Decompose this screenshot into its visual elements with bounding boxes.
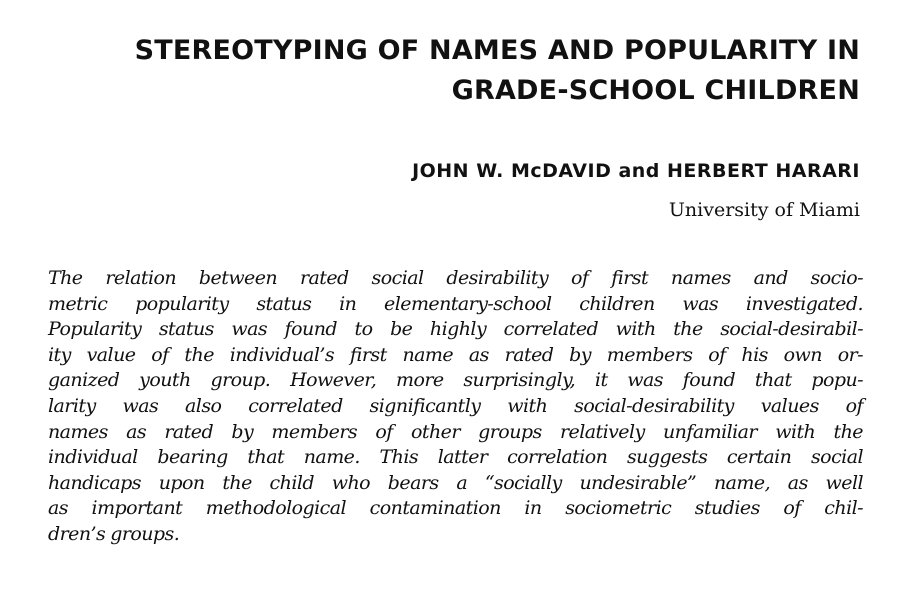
abstract-line: handicaps upon the child who bears a “socially undesirable” name, as well <box>48 471 863 494</box>
abstract-line: The relation between rated social desirability of first names and socio- <box>48 267 863 289</box>
abstract-line: as important methodological contamination in sociometric studies of chil- <box>48 497 863 520</box>
abstract-line: individual bearing that name. This latter correlation suggests certain social <box>48 446 863 469</box>
abstract-line: Popularity status was found to be highly correlated with the social-desirabil- <box>48 318 863 341</box>
title-line: STEREOTYPING OF NAMES AND POPULARITY IN <box>134 35 860 66</box>
abstract-line: ganized youth group. However, more surprisingly, it was found that popu- <box>48 369 863 392</box>
authors: JOHN W. McDAVID and HERBERT HARARI <box>412 160 860 182</box>
abstract-line: names as rated by members of other groups relatively unfamiliar with the <box>48 420 863 443</box>
abstract-line: larity was also correlated significantly with social-desirability values of <box>48 394 863 417</box>
abstract <box>48 266 863 548</box>
paper-title <box>60 31 860 111</box>
affiliation: University of Miami <box>668 199 860 221</box>
abstract-line: ity value of the individual’s first name as rated by members of his own or- <box>48 343 863 366</box>
abstract-line: dren’s groups. <box>48 522 180 545</box>
abstract-line: metric popularity status in elementary-school children was investigated. <box>48 292 863 315</box>
title-line: GRADE-SCHOOL CHILDREN <box>451 75 860 106</box>
